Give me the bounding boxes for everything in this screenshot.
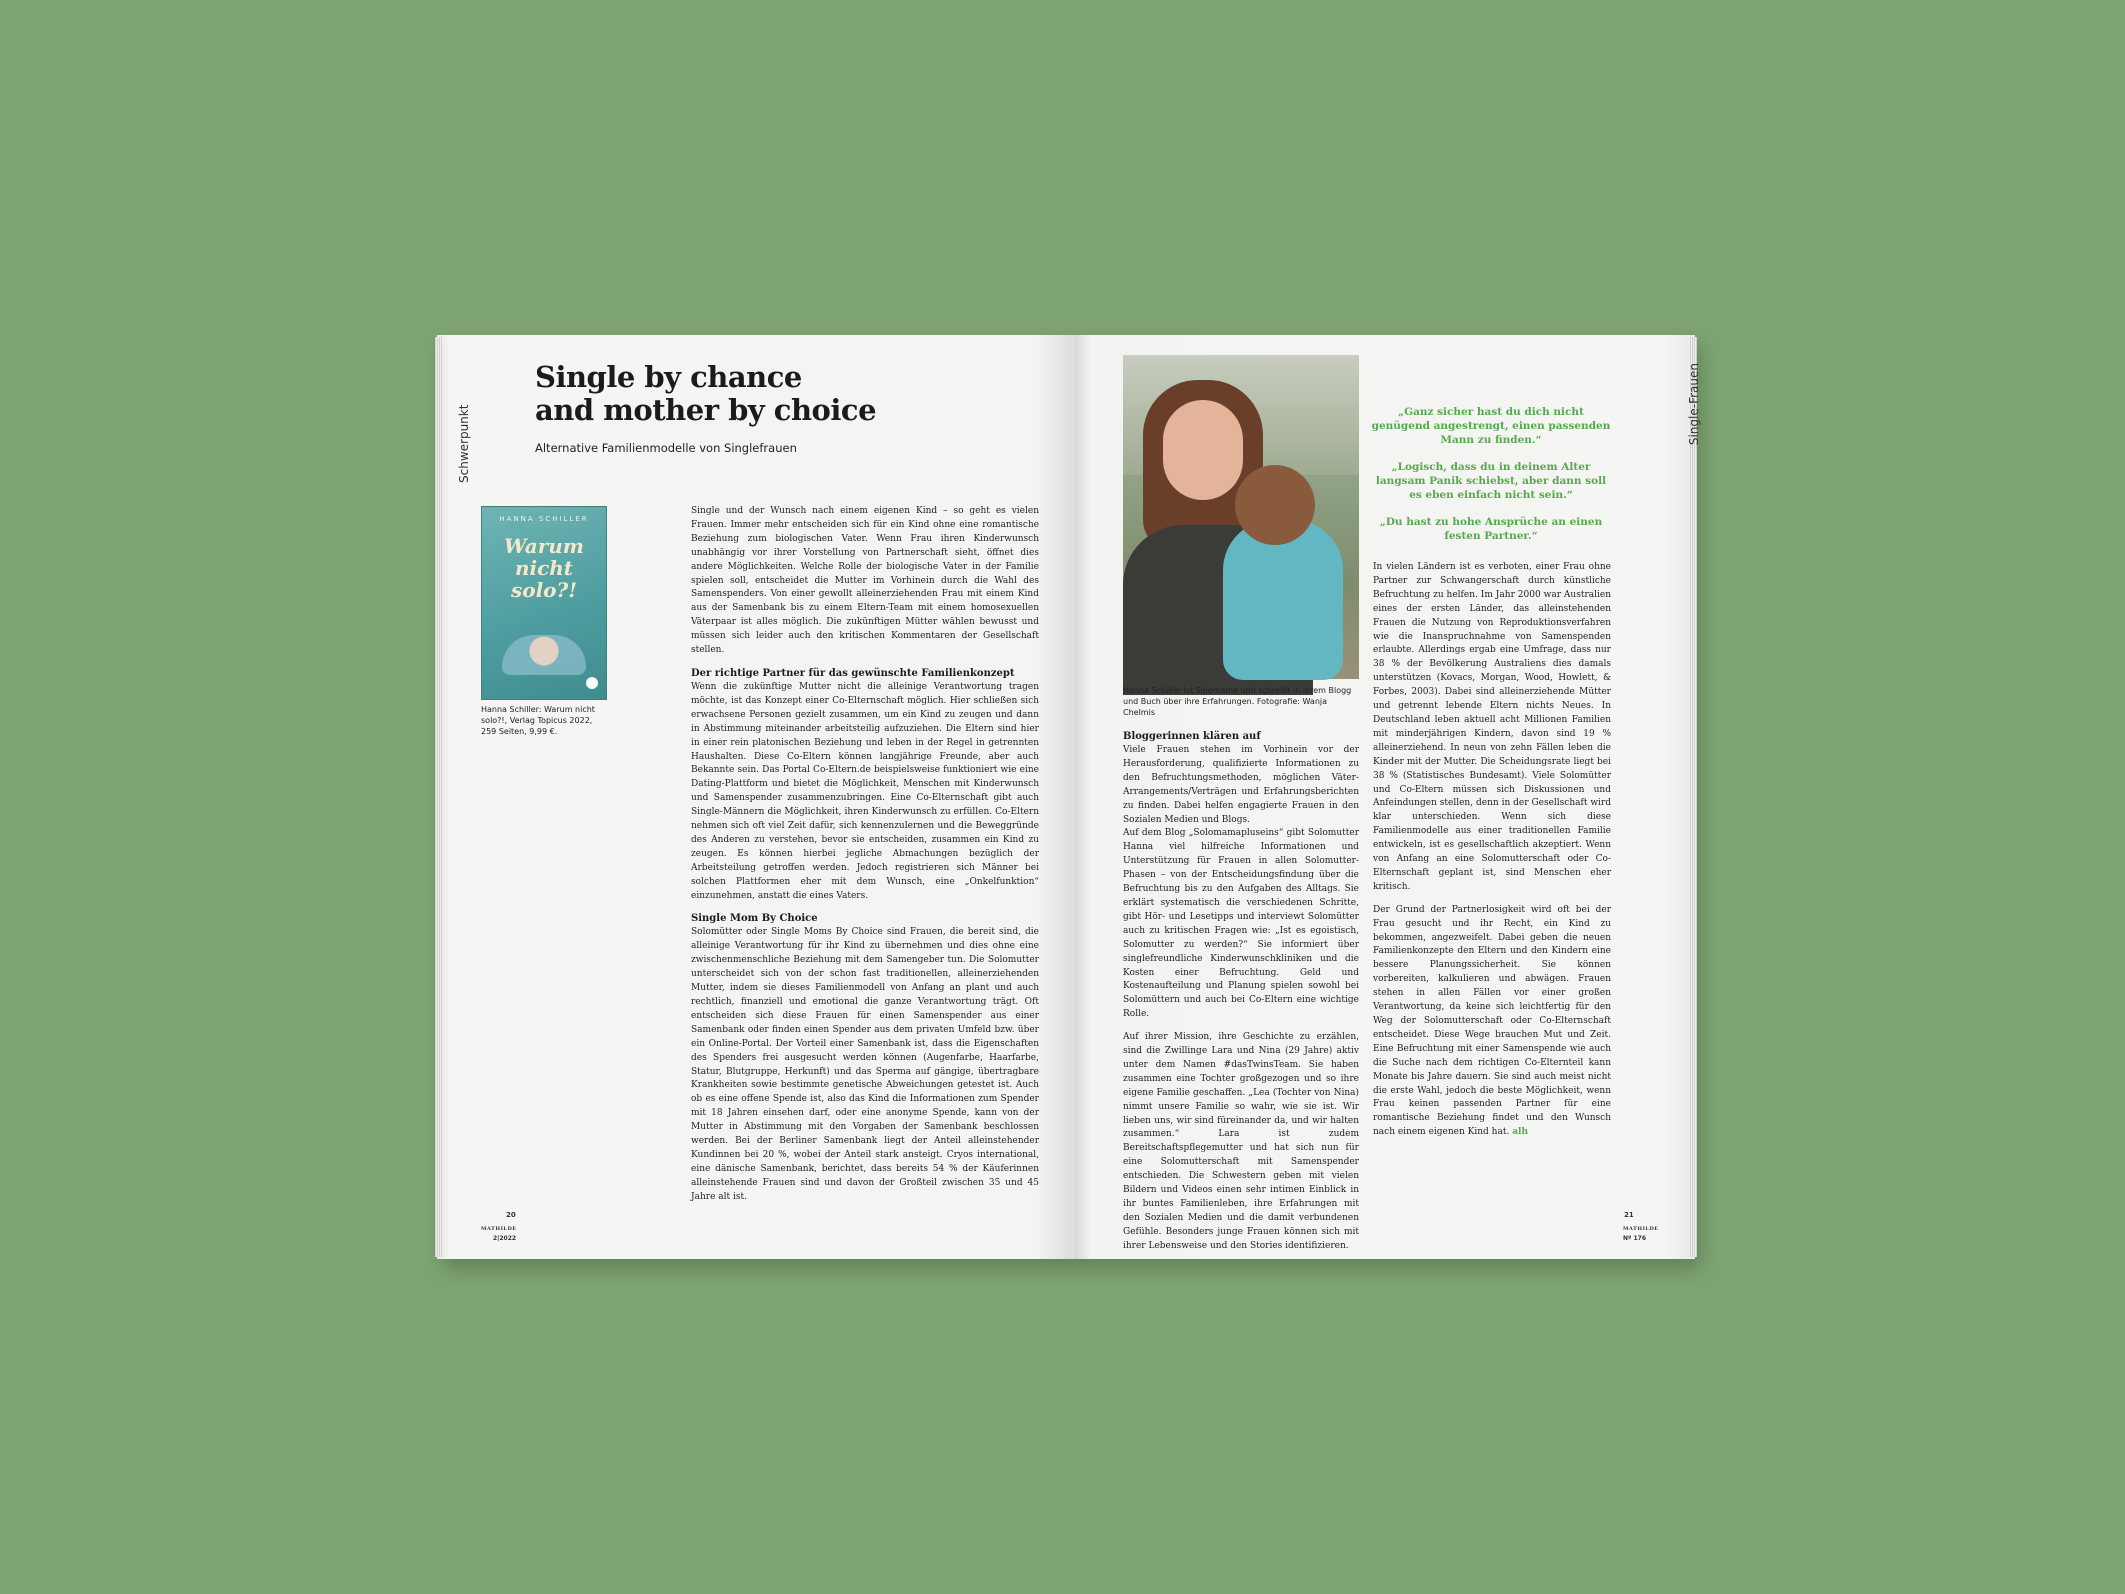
pull-quotes [1371, 405, 1611, 556]
section-heading: Single Mom By Choice [691, 913, 818, 925]
body-paragraph: Wenn die zukünftige Mutter nicht die alleinige Verantwortung tragen möchte, ist das Konzept einer Co-Elternschaft möglich. Hier schließen sich erwachsene Personen gezielt zusammen, um ein Kind zu zeugen und dann in Abstimmung miteinander arbeitsteilig aufzuziehen. Die Eltern sind hier in einer rein platonischen Beziehung und leben in der Regel in getrennten Haushalten. Diese Co-Eltern können langjährige Freunde, aber auch Bekannte sein. Das Portal Co-Eltern.de beispielsweise funktioniert wie eine Dating-Plattform und bietet die Möglichkeit, Menschen mit Kinderwunsch und Samenspender zusammenzubringen. Eine Co-Elternschaft gibt auch Single-Männern die Möglichkeit, ihren Kinderwunsch zu erfüllen. Co-Eltern nehmen sich oft viel Zeit dafür, sich kennenzulernen und die Beweggründe des Anderen zu verstehen, bevor sie entscheiden, zusammen ein Kind zu zeugen. Es können hierbei jegliche Abmachungen bezüglich der Arbeitsteilung getroffen werden. Jedoch registrieren sich Männer bei solchen Plattformen eher mit dem Wunsch, eine „Onkelfunktion“ einzunehmen, anstatt die eines Vaters. [691, 681, 1039, 901]
left-page [437, 335, 1075, 1259]
publisher-logo-icon [586, 677, 598, 689]
body-paragraph: Viele Frauen stehen im Vorhinein vor der Herausforderung, qualifizierte Informationen zu den Befruchtungsmethoden, möglichen Väter-Arrangements/Verträgen und Erfahrungsberichten zu finden. Dabei helfen engagierte Frauen in den Sozialen Medien und Blogs. [1123, 745, 1359, 825]
pull-quote: „Ganz sicher hast du dich nicht genügend angestrengt, einen passenden Mann zu finden.“ [1371, 406, 1611, 446]
article-subtitle: Alternative Familienmodelle von Singlefrauen [535, 441, 797, 455]
intro-paragraph: Single und der Wunsch nach einem eigenen Kind – so geht es vielen Frauen. Immer mehr entscheiden sich für ein Kind ohne eine romantische Beziehung zum biologischen Vater. Wenn Frau ihren Kinderwunsch unabhängig vor ihrer Vorstellung von Partnerschaft sieht, öffnet dies andere Möglichkeiten. Welche Rolle der biologische Vater in der Familie spielen soll, entscheidet die Mutter im Vorhinein durch die Wahl des Samenspenders. Von einer gewollt alleinerziehenden Frau mit einem Kind aus der Samenbank bis zu einem Eltern-Team mit einem homosexuellen Väterpaar ist alles möglich. Die zukünftigen Mütter wählen bewusst und müssen sich leider auch den kritischen Kommentaren der Gesellschaft stellen. [691, 506, 1039, 656]
magazine-spread [437, 335, 1701, 1259]
section-heading: Bloggerinnen klären auf [1123, 731, 1261, 742]
magazine-brand: MATHILDE [1623, 1226, 1659, 1232]
body-paragraph: Auf ihrer Mission, ihre Geschichte zu erzählen, sind die Zwillinge Lara und Nina (29 Jahre) aktiv unter dem Namen #dasTwinsTeam. Sie haben zusammen eine Tochter großgezogen und so ihre eigene Familie geschaffen. „Lea (Tochter von Nina) nimmt unsere Familie so wahr, wie sie ist. Wir lieben uns, wir sind füreinander da, und wir halten zusammen.“ Lara ist zudem Bereitschaftspflegemutter und hat sich nun für eine Solomutterschaft mit Samenspender entschieden. Die Schwestern geben mit vielen Bildern und Videos einen sehr intimen Einblick in ihr buntes Familienleben, ihre Erfahrungen mit den Sozialen Medien und die damit verbundenen Gefühle. Besonders junge Frauen können sich mit ihrer Lebensweise und den Stories identifizieren. [1123, 1032, 1359, 1251]
page-number: 20 [506, 1211, 516, 1219]
title-line-2: and mother by choice [535, 393, 877, 427]
body-paragraph-text: Der Grund der Partnerlosigkeit wird oft bei der Frau gesucht und ihr Recht, ein Kind zu bekommen, angezweifelt. Dabei geben die neuen Familienkonzepte den Eltern und den Kindern eine bessere Planungssicherheit. Sie können vorbereiten, kalkulieren und abwägen. Frauen stehen in allen Fällen vor einer großen Verantwortung, da keine sich leichtfertig für den Weg der Solomutterschaft oder Co-Elternschaft entscheidet. Diese Wege brauchen Mut und Zeit. Eine Befruchtung mit einer Samenspende wie auch die Suche nach dem richtigen Co-Elternteil kann Monate bis Jahre dauern. Sie sind auch meist nicht die erste Wahl, jedoch die beste Möglichkeit, wenn Frau keinen passenden Partner für eine romantische Beziehung findet und den Wunsch nach einem eigenen Kind hat. [1373, 904, 1611, 1138]
body-paragraph: Auf dem Blog „Solomamapluseins“ gibt Solomutter Hanna viel hilfreiche Informationen und Unterstützung für Frauen in allen Solomutter-Phasen – von der Entscheidungsfindung über die Befruchtung bis zu den Aufgaben des Alltags. Sie erklärt systematisch die verschiedenen Schritte, gibt Hör- und Lesetipps und interviewt Solomütter auch zu kritischen Fragen wie: „Ist es egoistisch, Solomutter zu werden?“ Sie informiert über singlefreundliche Kinderwunschkliniken und die Kosten einer Befruchtung. Geld und Kostenaufteilung und Planung spielen sowohl bei Solomüttern und auch bei Co-Eltern eine wichtige Rolle. [1123, 828, 1359, 1020]
book-title: Warum nicht solo?! [504, 534, 584, 602]
photo-caption: Hanna Schiller ist Solomama und schreibt in ihrem Blogg und Buch über ihre Erfahrungen. Fotografie: Wanja Chelmis [1123, 686, 1352, 717]
pull-quote: „Du hast zu hohe Ansprüche an einen festen Partner.“ [1379, 516, 1603, 542]
issue-number: Nº 176 [1623, 1235, 1647, 1242]
book-author: HANNA SCHILLER [499, 515, 589, 523]
portrait-photo [1123, 355, 1359, 679]
page-edges-left [435, 337, 443, 1257]
issue-number: 2|2022 [493, 1235, 517, 1242]
right-text-column-2 [1373, 561, 1611, 1140]
section-heading: Der richtige Partner für das gewünschte Familienkonzept [691, 667, 1015, 679]
right-page [1075, 335, 1701, 1259]
right-text-column-1 [1123, 730, 1359, 1254]
book-cover-image [481, 506, 607, 700]
body-paragraph: Solomütter oder Single Moms By Choice sind Frauen, die bereit sind, die alleinige Verantwortung für ihr Kind zu übernehmen und dies ohne eine zwischenmenschliche Beziehung mit dem Samengeber tun. Die Solomutter unterscheidet sich von der schon fast traditionellen, alleinerziehenden Mutter, indem sie dieses Familienmodell von Anfang an plant und auch rechtlich, finanziell und emotional die ganze Verantwortung trägt. Oft entscheiden sich diese Frauen für einen Samenspender aus einer Samenbank oder finden einen Spender aus dem privaten Umfeld bzw. über ein Online-Portal. Der Vorteil einer Samenbank ist, dass die Eigenschaften des Spenders frei ausgesucht werden können (Augenfarbe, Haarfarbe, Statur, Blutgruppe, Herkunft) und das Sperma auf gängige, übertragbare Krankheiten sowie bestimmte genetische Abweichungen getestet ist. Auch ob es eine offene Spende ist, also das Kind die Informationen zum Spender mit 18 Jahren einsehen darf, oder eine anonyme Spende, kann von der Mutter in Abstimmung mit den Vorgaben der Samenbank beschlossen werden. Bei der Berliner Samenbank liegt der Anteil alleinstehender Kundinnen bei 20 %, wobei der Anteil stark ansteigt. Cryos international, eine dänische Samenbank, berichtet, dass bereits 54 % der Käuferinnen alleinstehende Frauen sind und davon der Großteil zwischen 35 und 45 Jahre alt ist. [691, 927, 1039, 1202]
book-caption: Hanna Schiller: Warum nicht solo?!, Verlag Topicus 2022, 259 Seiten, 9,99 €. [481, 705, 595, 736]
left-text-column [691, 505, 1039, 1205]
section-label: Single-Frauen [1687, 363, 1701, 446]
body-paragraph: In vielen Ländern ist es verboten, einer Frau ohne Partner zur Schwangerschaft durch künstliche Befruchtung zu helfen. Im Jahr 2000 war Australien eines der ersten Länder, das alleinstehenden Frauen die Nutzung von Reproduktionsverfahren wie die Inanspruchnahme von Samenspenden erlaubte. Allerdings ergab eine Umfrage, dass nur 38 % der Bevölkerung Australiens dies damals unterstützen (Kovacs, Morgan, Wood, Howlett, & Forbes, 2003). Dabei sind alleinerziehende Mütter und getrennt lebende Eltern nichts Neues. In Deutschland leben aktuell acht Millionen Familien mit minderjährigen Kindern, davon sind 19 % alleinerziehend. In neun von zehn Fällen leben die Kinder mit der Mutter. Die Scheidungsrate liegt bei 38 % (Statistisches Bundesamt). Viele Solomütter und Co-Eltern müssen sich Diskussionen und Anfeindungen stellen, denn in der Gesellschaft wird klar unterschieden. Wenn sich diese Familienmodelle aus einer traditionellen Familie entwickeln, ist es gesellschaftlich akzeptiert. Wenn von Anfang an eine Solomutterschaft oder Co-Elternschaft geplant ist, sind Menschen eher kritisch. [1373, 562, 1611, 892]
body-paragraph [1373, 904, 1611, 1140]
article-title [535, 361, 975, 427]
pull-quote: „Logisch, dass du in deinem Alter langsam Panik schiebst, aber dann soll es eben einfach nicht sein.“ [1375, 461, 1607, 501]
section-label: Schwerpunkt [457, 404, 471, 483]
book-cover-illustration [502, 635, 586, 675]
magazine-brand: MATHILDE [481, 1226, 517, 1232]
page-edges-right [1689, 337, 1697, 1257]
title-line-1: Single by chance [535, 360, 802, 394]
page-number: 21 [1624, 1211, 1634, 1219]
author-signature: alh [1512, 1127, 1528, 1138]
